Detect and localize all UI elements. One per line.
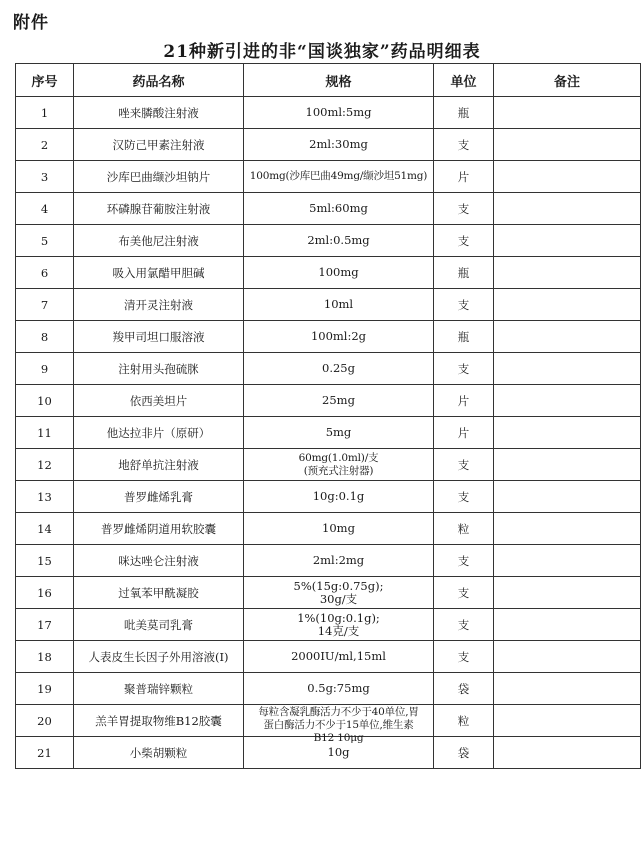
table-row [16, 225, 641, 257]
cell-remarks [494, 385, 641, 417]
table-row [16, 641, 641, 673]
cell-remarks [494, 129, 641, 161]
cell-remarks [494, 257, 641, 289]
cell-unit: 瓶 [434, 257, 494, 289]
table-row [16, 417, 641, 449]
cell-unit: 支 [434, 609, 494, 641]
cell-drug-name: 羔羊胃提取物维B12胶囊 [74, 705, 244, 737]
cell-specification [244, 609, 434, 641]
cell-serial-no: 19 [16, 673, 74, 705]
specification-text: 2ml:30mg [309, 137, 368, 151]
cell-remarks [494, 449, 641, 481]
table-row [16, 289, 641, 321]
table-row [16, 577, 641, 609]
cell-remarks [494, 97, 641, 129]
cell-unit: 袋 [434, 673, 494, 705]
cell-unit: 瓶 [434, 97, 494, 129]
cell-serial-no: 10 [16, 385, 74, 417]
cell-remarks [494, 289, 641, 321]
cell-serial-no: 2 [16, 129, 74, 161]
specification-text: 5ml:60mg [309, 201, 368, 215]
table-row [16, 257, 641, 289]
specification-text: 25mg [322, 393, 355, 407]
cell-remarks [494, 481, 641, 513]
cell-unit: 支 [434, 449, 494, 481]
cell-unit: 支 [434, 577, 494, 609]
table-row [16, 97, 641, 129]
cell-unit: 支 [434, 289, 494, 321]
cell-specification [244, 449, 434, 481]
specification-text: 10g [327, 745, 350, 759]
cell-serial-no: 12 [16, 449, 74, 481]
cell-specification [244, 545, 434, 577]
attachment-label: 附件 [13, 13, 49, 33]
specification-text: 5%(15g:0.75g); 30g/支 [293, 578, 384, 606]
cell-unit: 支 [434, 353, 494, 385]
cell-drug-name: 吸入用氯醋甲胆碱 [74, 257, 244, 289]
document-title: 21种新引进的非“国谈独家”药品明细表 [163, 42, 481, 62]
table-row [16, 545, 641, 577]
cell-drug-name: 人表皮生长因子外用溶液(Ⅰ) [74, 641, 244, 673]
cell-remarks [494, 609, 641, 641]
table-row [16, 353, 641, 385]
cell-drug-name: 普罗雌烯阴道用软胶囊 [74, 513, 244, 545]
cell-specification [244, 417, 434, 449]
cell-specification [244, 705, 434, 744]
cell-serial-no: 21 [16, 737, 74, 769]
cell-specification [244, 353, 434, 385]
cell-drug-name: 吡美莫司乳膏 [74, 609, 244, 641]
specification-text: 10mg [322, 521, 355, 535]
cell-remarks [494, 513, 641, 545]
cell-serial-no: 14 [16, 513, 74, 545]
cell-serial-no: 8 [16, 321, 74, 353]
cell-serial-no: 1 [16, 97, 74, 129]
cell-drug-name: 依西美坦片 [74, 385, 244, 417]
table-row [16, 481, 641, 513]
cell-remarks [494, 673, 641, 705]
cell-specification [244, 289, 434, 321]
cell-specification [244, 577, 434, 609]
cell-serial-no: 6 [16, 257, 74, 289]
cell-drug-name: 他达拉非片（原研） [74, 417, 244, 449]
cell-drug-name: 咪达唑仑注射液 [74, 545, 244, 577]
cell-drug-name: 地舒单抗注射液 [74, 449, 244, 481]
cell-remarks [494, 353, 641, 385]
cell-remarks [494, 577, 641, 609]
cell-serial-no: 3 [16, 161, 74, 193]
cell-unit: 袋 [434, 737, 494, 769]
cell-specification [244, 641, 434, 673]
cell-specification [244, 97, 434, 129]
cell-unit: 片 [434, 417, 494, 449]
table-row [16, 705, 641, 737]
cell-specification [244, 257, 434, 289]
specification-text: 60mg(1.0ml)/支 (预充式注射器) [298, 451, 379, 477]
specification-text: 每粒含凝乳酶活力不少于40单位,胃 蛋白酶活力不少于15单位,维生素 B12 10μg [258, 705, 419, 744]
cell-serial-no: 17 [16, 609, 74, 641]
specification-text: 2000IU/ml,15ml [291, 649, 386, 663]
cell-drug-name: 小柴胡颗粒 [74, 737, 244, 769]
cell-serial-no: 16 [16, 577, 74, 609]
cell-unit: 瓶 [434, 321, 494, 353]
cell-specification [244, 513, 434, 545]
specification-text: 10ml [323, 297, 354, 311]
cell-unit: 支 [434, 225, 494, 257]
specification-text: 2ml:0.5mg [307, 233, 370, 247]
table-row [16, 129, 641, 161]
cell-specification [244, 673, 434, 705]
cell-remarks [494, 161, 641, 193]
cell-specification [244, 193, 434, 225]
cell-remarks [494, 705, 641, 737]
cell-unit: 支 [434, 129, 494, 161]
table-row [16, 385, 641, 417]
cell-specification [244, 129, 434, 161]
cell-remarks [494, 417, 641, 449]
specification-text: 0.25g [322, 361, 355, 375]
table-row [16, 193, 641, 225]
cell-unit: 支 [434, 193, 494, 225]
table-row [16, 161, 641, 193]
cell-serial-no: 15 [16, 545, 74, 577]
cell-specification [244, 385, 434, 417]
cell-drug-name: 清开灵注射液 [74, 289, 244, 321]
specification-text: 0.5g:75mg [307, 681, 370, 695]
table-body [16, 97, 641, 769]
cell-drug-name: 普罗雌烯乳膏 [74, 481, 244, 513]
cell-unit: 支 [434, 481, 494, 513]
cell-remarks [494, 641, 641, 673]
header-remarks: 备注 [494, 64, 641, 97]
cell-serial-no: 4 [16, 193, 74, 225]
drug-table [15, 63, 641, 769]
specification-text: 100mg(沙库巴曲49mg/缬沙坦51mg) [249, 170, 428, 182]
table-row [16, 609, 641, 641]
table-row [16, 513, 641, 545]
cell-remarks [494, 193, 641, 225]
header-serial-no: 序号 [16, 64, 74, 97]
cell-serial-no: 7 [16, 289, 74, 321]
cell-specification [244, 161, 434, 193]
cell-unit: 粒 [434, 705, 494, 737]
cell-serial-no: 11 [16, 417, 74, 449]
cell-specification [244, 321, 434, 353]
header-drug-name: 药品名称 [74, 64, 244, 97]
cell-serial-no: 9 [16, 353, 74, 385]
header-unit: 单位 [434, 64, 494, 97]
cell-unit: 支 [434, 545, 494, 577]
cell-serial-no: 18 [16, 641, 74, 673]
table-row [16, 449, 641, 481]
cell-unit: 支 [434, 641, 494, 673]
cell-serial-no: 13 [16, 481, 74, 513]
cell-unit: 片 [434, 161, 494, 193]
cell-remarks [494, 545, 641, 577]
specification-text: 5mg [325, 425, 352, 439]
cell-remarks [494, 225, 641, 257]
cell-drug-name: 聚普瑞锌颗粒 [74, 673, 244, 705]
table-header-row [16, 64, 641, 97]
cell-remarks [494, 737, 641, 769]
cell-drug-name: 汉防己甲素注射液 [74, 129, 244, 161]
specification-text: 2ml:2mg [312, 553, 365, 567]
table-row [16, 321, 641, 353]
cell-serial-no: 20 [16, 705, 74, 737]
table-row [16, 673, 641, 705]
cell-drug-name: 沙库巴曲缬沙坦钠片 [74, 161, 244, 193]
cell-serial-no: 5 [16, 225, 74, 257]
cell-drug-name: 环磷腺苷葡胺注射液 [74, 193, 244, 225]
cell-drug-name: 过氧苯甲酰凝胶 [74, 577, 244, 609]
specification-text: 1%(10g:0.1g); 14克/支 [297, 610, 380, 638]
cell-drug-name: 注射用头孢硫脒 [74, 353, 244, 385]
specification-text: 10g:0.1g [312, 489, 365, 503]
specification-text: 100ml:2g [310, 329, 367, 343]
cell-drug-name: 布美他尼注射液 [74, 225, 244, 257]
cell-remarks [494, 321, 641, 353]
specification-text: 100mg [318, 265, 359, 279]
header-specification: 规格 [244, 64, 434, 97]
cell-specification [244, 481, 434, 513]
specification-text: 100ml:5mg [305, 105, 372, 119]
cell-specification [244, 225, 434, 257]
cell-drug-name: 唑来膦酸注射液 [74, 97, 244, 129]
cell-unit: 片 [434, 385, 494, 417]
cell-drug-name: 羧甲司坦口服溶液 [74, 321, 244, 353]
cell-unit: 粒 [434, 513, 494, 545]
